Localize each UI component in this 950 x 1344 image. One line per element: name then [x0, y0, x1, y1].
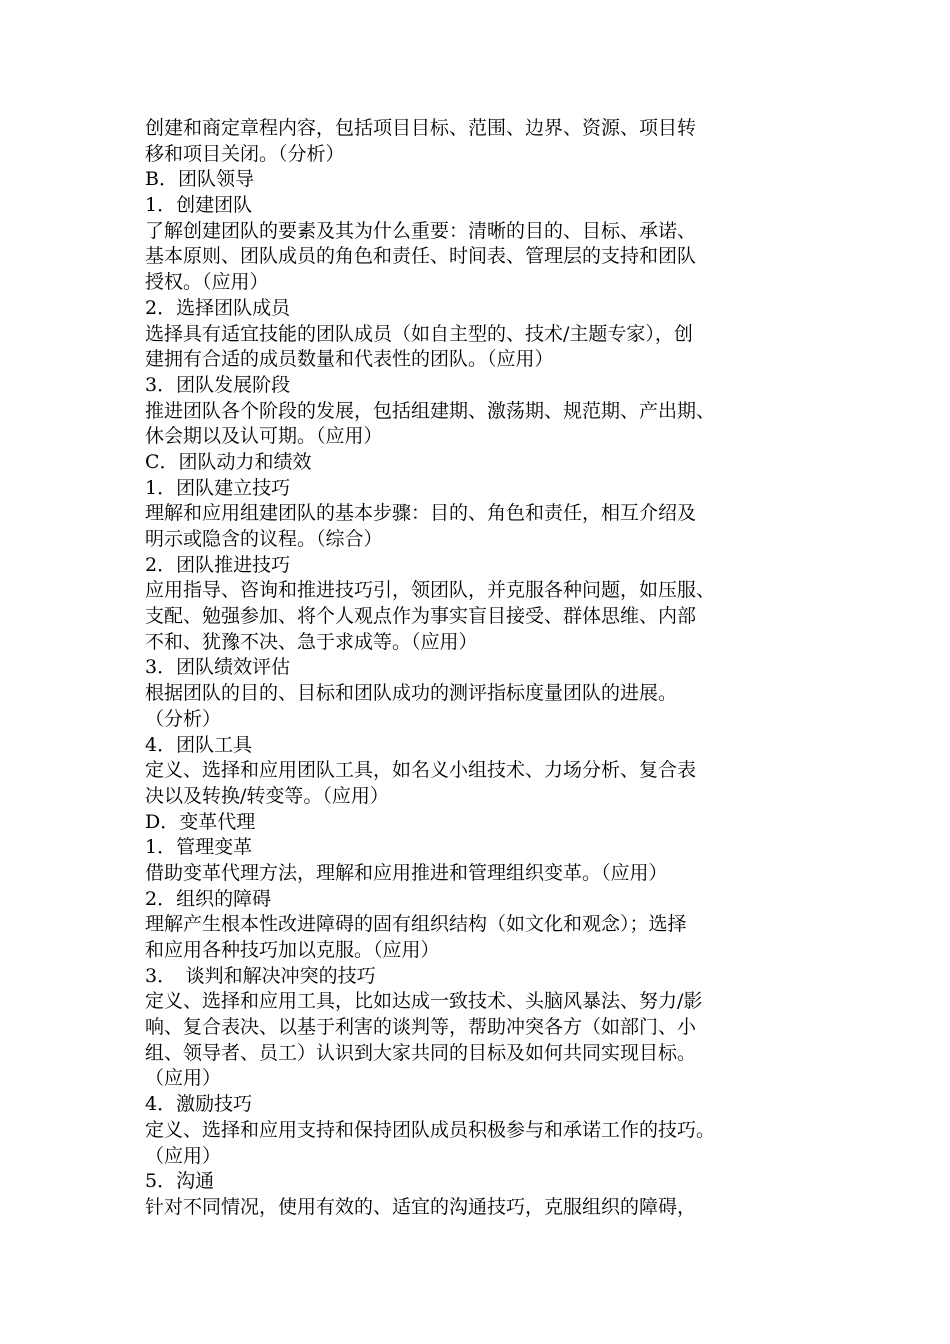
- subsection-heading: 2．组织的障碍: [145, 887, 272, 910]
- text-line: 响、复合表决、以基于利害的谈判等，帮助冲突各方（如部门、小: [145, 1016, 697, 1039]
- text-line: 和应用各种技巧加以克服。（应用）: [145, 939, 440, 961]
- text-line: （分析）: [145, 707, 222, 730]
- text-line: 组、领导者、员工）认识到大家共同的目标及如何共同实现目标。: [145, 1041, 697, 1064]
- text-line: 选择具有适宜技能的团队成员（如自主型的、技术/主题专家），创: [145, 322, 693, 345]
- text-line: （应用）: [145, 1144, 222, 1167]
- subsection-heading: 4．激励技巧: [145, 1093, 253, 1116]
- subsection-heading: 3． 谈判和解决冲突的技巧: [145, 964, 376, 987]
- subsection-heading: 1．创建团队: [145, 194, 253, 217]
- text-line: 决以及转换/转变等。（应用）: [145, 784, 389, 807]
- text-line: 授权。（应用）: [145, 271, 269, 294]
- text-line: 定义、选择和应用团队工具，如名义小组技术、力场分析、复合表: [145, 759, 697, 782]
- subsection-heading: 5．沟通: [145, 1170, 215, 1193]
- text-line: 休会期以及认可期。（应用）: [145, 425, 383, 448]
- text-line: 借助变革代理方法，理解和应用推进和管理组织变革。（应用）: [145, 861, 668, 884]
- text-line: 了解创建团队的要素及其为什么重要：清晰的目的、目标、承诺、: [145, 219, 697, 242]
- text-line: 基本原则、团队成员的角色和责任、时间表、管理层的支持和团队: [145, 245, 697, 268]
- document-body: [145, 116, 810, 1221]
- section-heading: D．变革代理: [145, 810, 256, 833]
- subsection-heading: 1．团队建立技巧: [145, 476, 291, 499]
- text-line: 不和、犹豫不决、急于求成等。（应用）: [145, 630, 478, 653]
- section-heading: B．团队领导: [145, 168, 254, 191]
- text-line: 应用指导、咨询和推进技巧引，领团队，并克服各种问题，如压服、: [145, 579, 716, 602]
- text-line: 理解和应用组建团队的基本步骤：目的、角色和责任，相互介绍及: [145, 502, 697, 525]
- text-line: 建拥有合适的成员数量和代表性的团队。（应用）: [145, 348, 554, 371]
- text-line: 根据团队的目的、目标和团队成功的测评指标度量团队的进展。: [145, 682, 678, 705]
- subsection-heading: 2．选择团队成员: [145, 296, 291, 319]
- text-line: 定义、选择和应用工具，比如达成一致技术、头脑风暴法、努力/影: [145, 990, 703, 1013]
- text-line: 理解产生根本性改进障碍的固有组织结构（如文化和观念）；选择: [145, 913, 687, 936]
- text-line: 支配、勉强参加、将个人观点作为事实盲目接受、群体思维、内部: [145, 605, 697, 628]
- subsection-heading: 2．团队推进技巧: [145, 553, 291, 576]
- text-line: 定义、选择和应用支持和保持团队成员积极参与和承诺工作的技巧。: [145, 1118, 716, 1141]
- subsection-heading: 1．管理变革: [145, 836, 253, 859]
- text-line: 移和项目关闭。（分析）: [145, 142, 345, 165]
- section-heading: C．团队动力和绩效: [145, 450, 312, 473]
- text-line: 推进团队各个阶段的发展，包括组建期、激荡期、规范期、产出期、: [145, 399, 716, 422]
- subsection-heading: 3．团队发展阶段: [145, 373, 291, 396]
- text-line: 创建和商定章程内容，包括项目目标、范围、边界、资源、项目转: [145, 117, 697, 139]
- subsection-heading: 4．团队工具: [145, 733, 253, 756]
- subsection-heading: 3．团队绩效评估: [145, 656, 291, 679]
- text-line: 针对不同情况，使用有效的、适宜的沟通技巧，克服组织的障碍，: [145, 1195, 697, 1218]
- text-line: （应用）: [145, 1067, 222, 1090]
- text-line: 明示或隐含的议程。（综合）: [145, 528, 383, 550]
